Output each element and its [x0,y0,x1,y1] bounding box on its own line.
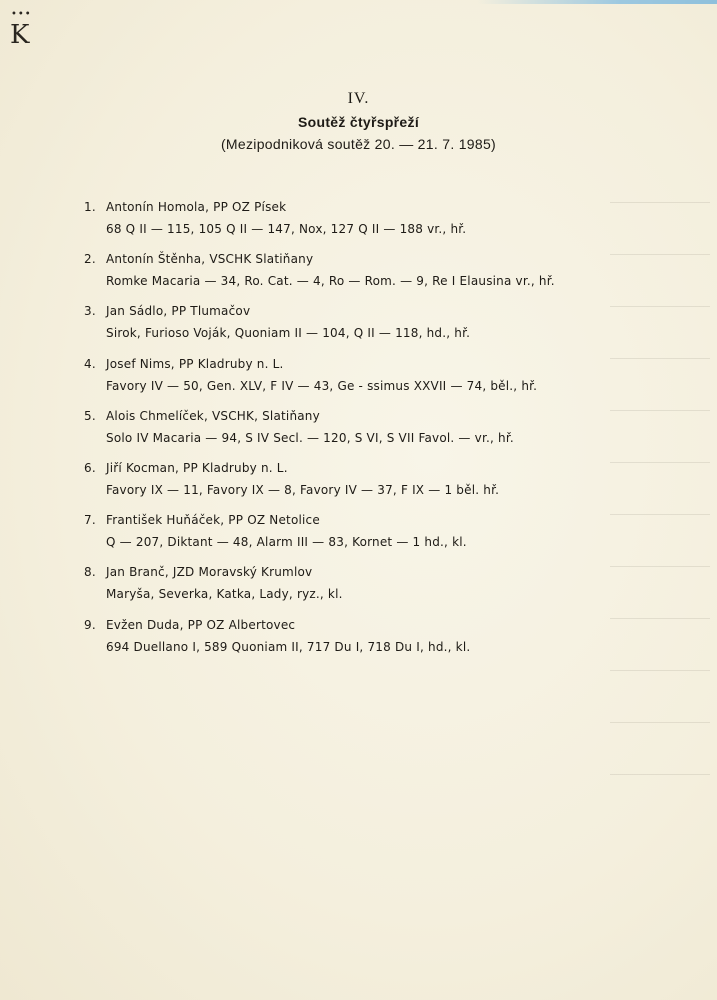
list-item [84,563,684,615]
page-title: Soutěž čtyřspřeží [297,114,420,130]
entry-number: 7. [84,513,96,528]
entry-name: Evžen Duda, PP OZ Albertovec [106,617,296,632]
list-item [84,616,684,668]
list-item [84,250,684,302]
entry-number: 5. [84,408,96,423]
entry-number: 9. [84,617,96,632]
section-number: IV. [347,90,370,107]
entry-horses: 68 Q II — 115, 105 Q II — 147, Nox, 127 Q II — 188 vr., hř. [106,222,467,236]
entry-name: František Huňáček, PP OZ Netolice [106,513,320,528]
entry-name: Jan Sádlo, PP Tlumačov [106,304,251,319]
entry-name: Antonín Homola, PP OZ Písek [106,200,287,214]
entry-number: 8. [84,565,96,580]
entry-name: Alois Chmelíček, VSCHK, Slatiňany [106,408,320,423]
entry-name: Jan Branč, JZD Moravský Krumlov [106,565,313,580]
entry-number: 6. [84,460,96,475]
entry-horses: 694 Duellano I, 589 Quoniam II, 717 Du I, 718 Du I, hd., kl. [106,639,471,654]
list-item [84,511,684,563]
list-item [84,459,684,511]
entry-number: 2. [84,252,96,267]
entry-horses: Maryša, Severka, Katka, Lady, ryz., kl. [106,587,343,602]
entry-name: Antonín Štěnha, VSCHK Slatiňany [106,252,314,267]
list-item [84,302,684,354]
entry-name: Jiří Kocman, PP Kladruby n. L. [106,460,288,475]
entry-horses: Favory IV — 50, Gen. XLV, F IV — 43, Ge - ssimus XXVII — 74, běl., hř. [106,378,538,393]
entry-number: 3. [84,304,96,319]
entries-list [84,198,684,668]
entry-horses: Q — 207, Diktant — 48, Alarm III — 83, Kornet — 1 hd., kl. [106,535,467,550]
page-edge-decoration [477,0,717,4]
list-item [84,407,684,459]
list-item [84,198,684,250]
page-subtitle: (Mezipodniková soutěž 20. — 21. 7. 1985) [220,136,497,152]
logo-dots: ••• [11,9,32,20]
entry-name: Josef Nims, PP Kladruby n. L. [106,356,284,371]
corner-logo [8,10,34,50]
entry-horses: Favory IX — 11, Favory IX — 8, Favory IV — 37, F IX — 1 běl. hř. [106,482,500,497]
list-item [84,355,684,407]
entry-number: 4. [84,356,96,371]
entry-horses: Solo IV Macaria — 94, S IV Secl. — 120, S VI, S VII Favol. — vr., hř. [106,430,514,445]
entry-horses: Sirok, Furioso Voják, Quoniam II — 104, Q II — 118, hd., hř. [106,326,471,341]
entry-number: 1. [84,200,96,214]
entry-horses: Romke Macaria — 34, Ro. Cat. — 4, Ro — Rom. — 9, Re I Elausina vr., hř. [106,274,555,289]
logo-letter: K [10,20,30,50]
